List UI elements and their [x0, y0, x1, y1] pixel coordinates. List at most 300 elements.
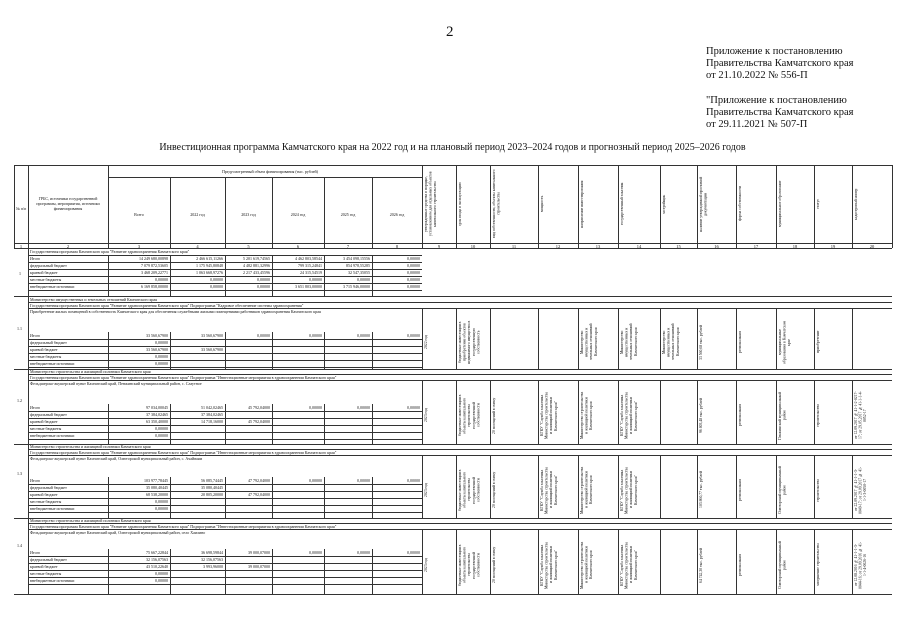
table-rule-v	[852, 455, 853, 518]
amount-cell: 2 466 615,11266	[196, 256, 223, 261]
row-label: федеральный бюджет	[30, 485, 67, 490]
program-num: 1	[19, 271, 21, 276]
table-rule-v	[490, 308, 491, 369]
table-rule-h	[108, 177, 422, 178]
amount-cell: 103 977,78445	[144, 478, 168, 483]
column-number: 14	[636, 244, 642, 249]
header-funding-col: 2023 год	[241, 212, 256, 217]
table-rule-v	[170, 549, 171, 594]
item-attribute: КГКУ "Служба заказчика Министерства строительства и жилищной политики Камчатского края"	[540, 391, 558, 440]
header-vertical-col: статус	[816, 198, 820, 210]
table-rule-v	[776, 380, 777, 444]
amount-cell: 0,00000	[357, 405, 370, 410]
amount-cell: 33 560,67900	[201, 333, 223, 338]
table-rule-v	[170, 332, 171, 369]
table-rule-v	[490, 165, 491, 248]
table-rule-v	[422, 455, 423, 518]
header-funding-col: Всего	[134, 212, 144, 217]
item-attribute: региональная	[738, 479, 742, 501]
item-attribute: Министерство строительства и жилищной политики Камчатского края	[580, 541, 594, 589]
table-rule-v	[490, 529, 491, 594]
table-rule-v	[776, 455, 777, 518]
item-attribute: Министерство имущественных и земельных отношений Камчатского края	[580, 323, 598, 361]
amount-cell: 2 217 433,45596	[243, 270, 270, 275]
table-rule-v	[170, 404, 171, 444]
item-num: 1.3	[17, 471, 22, 476]
amount-cell: 32 547,35055	[348, 270, 370, 275]
column-number: 4	[196, 244, 199, 249]
header-vertical-col: направление инвестирования	[580, 180, 584, 228]
amount-cell: 39 000,07000	[248, 550, 270, 555]
row-label: краевой бюджет	[30, 564, 58, 569]
row-label: местные бюджеты	[30, 354, 62, 359]
table-rule-v	[456, 455, 457, 518]
amount-cell: 0,00000	[407, 263, 420, 268]
column-number: 1	[19, 244, 23, 249]
amount-cell: 39 000,07000	[248, 564, 270, 569]
amount-cell: 0,00000	[257, 284, 270, 289]
table-rule-v	[538, 529, 539, 594]
item-attribute: от 12.08.2016 № 41-1-1-3-0044-16; от 29.09.2016 № 41-1-1-4-0026-16	[854, 541, 868, 589]
column-number: 8	[395, 244, 399, 249]
table-rule-v	[490, 455, 491, 518]
ministry-line: Министерство строительства и жилищной политики Камчатского края	[30, 444, 151, 449]
table-rule-v	[736, 380, 737, 444]
amount-cell: 51 042,02465	[201, 405, 223, 410]
table-rule-v	[28, 248, 29, 296]
row-label: краевой бюджет	[30, 270, 58, 275]
table-rule-v	[170, 477, 171, 518]
object-line: Приобретение жилых помещений в собственность Камчатского края для обеспечения служебными жилыми помещениями работников здравоохранения Камчатского края	[30, 309, 321, 314]
amount-cell: 3 454 098,15556	[343, 256, 370, 261]
table-rule-v	[736, 165, 737, 248]
row-label: внебюджетные источники	[30, 361, 75, 366]
amount-cell: 3 715 946,00000	[343, 284, 370, 289]
amount-cell: 33 560,67900	[201, 347, 223, 352]
table-rule-v	[892, 165, 893, 248]
table-rule-v	[372, 404, 373, 444]
item-attribute: 103 860,77 тыс. рублей	[699, 471, 703, 509]
amount-cell: 0,00000	[210, 284, 223, 289]
amount-cell: 0,00000	[155, 354, 168, 359]
row-label: местные бюджеты	[30, 426, 62, 431]
table-rule-v	[170, 255, 171, 296]
item-attribute: строительство	[816, 478, 820, 502]
table-rule-v	[538, 380, 539, 444]
approval-line: от 21.10.2022 № 556-П	[706, 70, 808, 81]
table-rule-v	[660, 380, 661, 444]
table-rule-v	[456, 308, 457, 369]
amount-cell: 1 175 945,80848	[196, 263, 223, 268]
item-attribute: от 12.09.2017 № 41-1-2-0217-17; от 29.05.2017 № 41-1-1-4-0052-17	[854, 391, 868, 440]
row-label: внебюджетные источники	[30, 578, 75, 583]
amount-cell: 75 667,22844	[146, 550, 168, 555]
table-rule-v	[272, 549, 273, 594]
table-rule-v	[108, 332, 109, 369]
row-label: местные бюджеты	[30, 277, 62, 282]
table-rule-v	[618, 165, 619, 248]
amount-cell: 0,00000	[407, 405, 420, 410]
column-number: 18	[792, 244, 798, 249]
amount-cell: 0,00000	[257, 333, 270, 338]
table-rule-v	[736, 308, 737, 369]
row-label: местные бюджеты	[30, 571, 62, 576]
item-attribute: региональная	[738, 404, 742, 427]
table-rule-v	[814, 455, 815, 518]
amount-cell: 45 792,04000	[248, 405, 270, 410]
table-rule-v	[272, 332, 273, 369]
item-attribute: 33 560,68 тыс. рублей	[699, 324, 703, 360]
column-number: 16	[714, 244, 719, 249]
amount-cell: 68 538,20000	[146, 492, 168, 497]
object-line: Фельдшерско-акушерский пункт Камчатский край, Олюторский муниципальный район, с. Ачайваям	[30, 456, 203, 461]
table-rule-v	[660, 308, 661, 369]
amount-cell: 0,00000	[155, 499, 168, 504]
row-label: Итого	[30, 550, 41, 555]
header-vertical-col: срок ввода в эксплуатацию	[458, 182, 462, 226]
approval-line: Правительства Камчатского края	[706, 107, 854, 118]
column-number: 3	[137, 244, 141, 249]
column-number: 13	[595, 244, 601, 249]
table-rule-v	[372, 477, 373, 518]
amount-cell: 5 201 619,74565	[243, 256, 270, 261]
amount-cell: 0,00000	[407, 256, 420, 261]
table-rule-v	[28, 297, 29, 369]
header-vertical-col: наличие утвержденной проектной документации	[699, 176, 708, 232]
approval-line: от 29.11.2021 № 507-П	[706, 119, 808, 130]
item-attribute: Министерство имущественных и земельных отношений Камчатского края	[620, 323, 638, 361]
table-rule-v	[422, 529, 423, 594]
item-attribute: 96 803,48 тыс. рублей	[699, 397, 703, 434]
table-rule-v	[324, 549, 325, 594]
amount-cell: 3 468 209,22771	[141, 270, 168, 275]
row-label: федеральный бюджет	[30, 412, 67, 417]
page-number: 2	[446, 24, 454, 40]
item-attribute: бюджетные инвестиции в объекты капитального строительства государственной собственности	[458, 469, 481, 511]
table-rule-v	[225, 332, 226, 369]
column-number: 10	[470, 244, 476, 249]
amount-cell: 0,00000	[357, 277, 370, 282]
item-attribute: 64 742,30 тыс. рублей	[699, 547, 703, 583]
ministry-line: Министерство строительства и жилищной политики Камчатского края	[30, 369, 151, 374]
header-funding-col: 2026 год	[389, 212, 405, 217]
item-attribute: региональная	[738, 331, 742, 353]
table-rule-v	[272, 255, 273, 296]
table-rule-v	[108, 404, 109, 444]
header-vertical-col: форма собственности	[738, 186, 742, 222]
table-rule-v	[852, 308, 853, 369]
table-rule-v	[776, 308, 777, 369]
table-rule-v	[578, 455, 579, 518]
amount-cell: 0,00000	[357, 478, 370, 483]
program-title: Государственная программа Камчатского края "Развитие здравоохранения Камчатского края"	[30, 249, 190, 254]
table-rule-v	[578, 308, 579, 369]
item-attribute: Министерство имущественных и земельных отношений Камчатского края	[662, 323, 680, 361]
amount-cell: 0,00000	[155, 578, 168, 583]
table-rule-v	[697, 308, 698, 369]
table-rule-v	[736, 455, 737, 518]
amount-cell: 24 315,54519	[300, 270, 322, 275]
amount-cell: 63 350,40000	[146, 419, 168, 424]
amount-cell: 0,00000	[155, 340, 168, 345]
header-vertical-col: кадастровый номер	[854, 188, 858, 220]
table-rule-v	[618, 308, 619, 369]
amount-cell: 0,00000	[357, 333, 370, 338]
table-rule-v	[324, 404, 325, 444]
table-rule-v	[618, 380, 619, 444]
table-rule-v	[538, 455, 539, 518]
column-number: 20	[869, 244, 875, 249]
item-attribute: бюджетные инвестиции в приобретение объектов недвижимого имущества в государственную собственность	[458, 320, 481, 364]
item-attribute: КГКУ "Служба заказчика Министерства строительства и жилищной политики Камчатского края"	[620, 391, 638, 440]
row-label: Итого	[30, 333, 41, 338]
table-rule-v	[618, 455, 619, 518]
row-label: краевой бюджет	[30, 492, 58, 497]
amount-cell: 35 080,40445	[146, 485, 168, 490]
item-attribute: КГКУ "Служба заказчика Министерства строительства и жилищной политики Камчатского края"	[540, 541, 558, 589]
amount-cell: 0,00000	[407, 270, 420, 275]
item-attribute: бюджетные инвестиции в объекты капитального строительства государственной собственности	[458, 544, 481, 586]
object-line: Фельдшерско-акушерский пункт Камчатский край, Пенжинский муниципальный район, с. Слаутное	[30, 381, 202, 386]
item-attribute: завершение строительства	[816, 543, 820, 587]
program-line: Государственная программа Камчатского края "Развитие здравоохранения Камчатского края" Подпрограмма "Кадровое обеспечение системы здравоохранения"	[30, 303, 304, 308]
table-rule-v	[814, 308, 815, 369]
table-rule-v	[108, 255, 109, 296]
column-number: 7	[346, 244, 350, 249]
amount-cell: 0,00000	[407, 550, 420, 555]
amount-cell: 33 560,67900	[146, 347, 168, 352]
amount-cell: 1 063 668,97276	[196, 270, 223, 275]
item-attribute: КГКУ "Служба заказчика Министерства строительства и жилищной политики Камчатского края"	[620, 541, 638, 589]
row-label: внебюджетные источники	[30, 433, 75, 438]
amount-cell: 0,00000	[155, 277, 168, 282]
table-rule-v	[108, 549, 109, 594]
amount-cell: 14 249 680,00898	[139, 256, 168, 261]
table-rule-v	[108, 165, 109, 248]
column-number: 2	[66, 244, 70, 249]
item-num: 1.1	[17, 326, 22, 331]
table-rule-v	[272, 477, 273, 518]
row-label: Итого	[30, 405, 41, 410]
row-label: Итого	[30, 478, 41, 483]
table-rule-v	[578, 165, 579, 248]
item-attribute: строительство	[816, 403, 820, 428]
table-rule-v	[372, 332, 373, 369]
item-attribute: Министерство строительства и жилищной политики Камчатского края	[580, 466, 594, 514]
amount-cell: 37 384,02465	[146, 412, 168, 417]
item-attribute: КГКУ "Служба заказчика Министерства строительства и жилищной политики Камчатского края"	[620, 466, 638, 514]
amount-cell: 854 978,55285	[346, 263, 370, 268]
item-attribute: Олюторский муниципальный район	[778, 541, 787, 589]
column-number: 17	[753, 244, 759, 249]
row-label: местные бюджеты	[30, 499, 62, 504]
amount-cell: 799 315,24841	[298, 263, 322, 268]
header-vertical-col: государственный заказчик	[620, 182, 624, 226]
table-rule-v	[422, 308, 423, 369]
amount-cell: 0,00000	[309, 478, 322, 483]
amount-cell: 0,00000	[407, 284, 420, 289]
amount-cell: 0,00000	[309, 550, 322, 555]
header-funding-col: 2025 год	[340, 212, 356, 217]
amount-cell: 0,00000	[309, 277, 322, 282]
amount-cell: 97 034,00045	[146, 405, 168, 410]
table-rule-v	[776, 165, 777, 248]
column-number: 9	[437, 244, 441, 249]
amount-cell: 6 169 858,00000	[141, 284, 168, 289]
table-rule-v	[852, 165, 853, 248]
table-rule-v	[225, 549, 226, 594]
header-funding-col: 2024 год	[290, 212, 306, 217]
item-attribute: 2023 год	[424, 558, 428, 572]
item-attribute: Пенжинский муниципальный район	[778, 391, 787, 440]
table-rule-v	[372, 549, 373, 594]
table-rule-v	[108, 477, 109, 518]
item-attribute: региональная	[738, 554, 742, 576]
table-rule-v	[776, 529, 777, 594]
document-title: Инвестиционная программа Камчатского края на 2022 год и на плановый период 2023–2024 годов и прогнозный период 2025–2026 годов	[159, 142, 746, 153]
amount-cell: 37 384,02465	[201, 412, 223, 417]
item-attribute: 20 посещений в смену	[492, 546, 496, 584]
header-vertical-col: вид собственности, объекты капитального строительства	[492, 169, 501, 239]
column-number: 12	[555, 244, 561, 249]
amount-cell: 36 698,59844	[201, 550, 223, 555]
table-rule-h	[14, 165, 892, 166]
table-rule-h	[14, 594, 892, 595]
header-funding-group: Предусмотренный объем финансирования (тыс. рублей)	[222, 169, 318, 174]
table-rule-v	[28, 369, 29, 444]
table-rule-v	[538, 165, 539, 248]
table-rule-v	[324, 332, 325, 369]
table-rule-v	[324, 255, 325, 296]
table-rule-v	[814, 380, 815, 444]
table-rule-v	[456, 380, 457, 444]
amount-cell: 47 792,04000	[248, 492, 270, 497]
table-rule-v	[697, 165, 698, 248]
table-rule-v	[456, 165, 457, 248]
column-number: 11	[511, 244, 517, 249]
table-rule-v	[14, 165, 15, 248]
table-rule-v	[578, 529, 579, 594]
program-line: Государственная программа Камчатского края "Развитие здравоохранения Камчатского края" Подпрограмма "Инвестиционные мероприятия в здравоохранении Камчатского края"	[30, 524, 337, 529]
ministry-line: Министерство имущественных и земельных отношений Камчатского края	[30, 297, 158, 302]
table-rule-v	[852, 529, 853, 594]
table-rule-v	[456, 529, 457, 594]
approval-line: Приложение к постановлению	[706, 46, 843, 57]
table-rule-v	[225, 255, 226, 296]
program-line: Государственная программа Камчатского края "Развитие здравоохранения Камчатского края" Подпрограмма "Инвестиционные мероприятия в здравоохранении Камчатского края"	[30, 450, 337, 455]
program-line: Государственная программа Камчатского края "Развитие здравоохранения Камчатского края" Подпрограмма "Инвестиционные мероприятия в здравоохранении Камчатского края"	[30, 375, 337, 380]
item-attribute: 2023 год	[424, 408, 428, 423]
amount-cell: 0,00000	[155, 361, 168, 366]
row-label: краевой бюджет	[30, 419, 58, 424]
amount-cell: 0,00000	[407, 333, 420, 338]
table-rule-v	[697, 380, 698, 444]
item-attribute: от 22.09.2017 № 41-1-1-3-0049-17; от 29.09.2017 № 41-1-1-3-0050-17	[854, 466, 868, 514]
table-rule-v	[324, 477, 325, 518]
amount-cell: 0,00000	[155, 506, 168, 511]
table-rule-v	[736, 529, 737, 594]
row-label: внебюджетные источники	[30, 506, 75, 511]
table-rule-v	[697, 455, 698, 518]
approval-line: "Приложение к постановлению	[706, 95, 847, 106]
column-number: 6	[296, 244, 300, 249]
amount-cell: 14 718,16000	[201, 419, 223, 424]
amount-cell: 4 482 881,32996	[243, 263, 270, 268]
table-rule-v	[814, 529, 815, 594]
amount-cell: 32 156,07563	[146, 557, 168, 562]
item-attribute: Министерство строительства и жилищной политики Камчатского края	[580, 391, 594, 440]
item-attribute: бюджетные инвестиции в объекты капитального строительства государственной собственности	[458, 394, 481, 437]
ministry-line: Министерство строительства и жилищной политики Камчатского края	[30, 518, 151, 523]
table-rule-v	[660, 455, 661, 518]
amount-cell: 4 462 803,58544	[295, 256, 322, 261]
item-attribute: 2023 год	[424, 483, 428, 497]
approval-line: Правительства Камчатского края	[706, 58, 854, 69]
amount-cell: 35 080,40445	[201, 485, 223, 490]
table-rule-v	[618, 529, 619, 594]
amount-cell: 0,00000	[407, 478, 420, 483]
table-rule-v	[490, 380, 491, 444]
table-rule-v	[28, 444, 29, 518]
header-vertical-col: мощность	[540, 195, 544, 213]
column-number: 19	[830, 244, 836, 249]
table-rule-v	[272, 404, 273, 444]
header-num: № п/п	[16, 206, 27, 211]
header-funding-col: 2022 год	[190, 212, 205, 217]
item-attribute: приобретение	[816, 330, 820, 354]
amount-cell: 32 156,07563	[201, 557, 223, 562]
table-rule-v	[225, 477, 226, 518]
row-label: федеральный бюджет	[30, 340, 67, 345]
table-rule-v	[578, 380, 579, 444]
row-label: федеральный бюджет	[30, 557, 67, 562]
table-rule-v	[697, 529, 698, 594]
column-number: 5	[247, 244, 250, 249]
column-number: 15	[676, 244, 681, 249]
amount-cell: 0,00000	[309, 333, 322, 338]
amount-cell: 0,00000	[257, 277, 270, 282]
amount-cell: 0,00000	[309, 405, 322, 410]
row-label: внебюджетные источники	[30, 284, 75, 289]
header-vertical-col: утвержденные средства в порядке, установленном для отдельных объектов капитального строительства	[424, 171, 438, 237]
table-rule-v	[660, 529, 661, 594]
item-num: 1.2	[17, 398, 22, 403]
table-rule-v	[538, 308, 539, 369]
table-rule-v	[422, 165, 423, 248]
object-line: Фельдшерско-акушерский пункт Камчатский край, Олюторский муниципальный район, село Хаилино	[30, 530, 206, 535]
amount-cell: 3 993,96000	[203, 564, 223, 569]
header-vertical-col: муниципальное образование	[778, 180, 782, 228]
item-attribute: Олюторский муниципальный район	[778, 466, 787, 514]
table-rule-v	[422, 380, 423, 444]
amount-cell: 0,00000	[407, 277, 420, 282]
amount-cell: 56 085,74445	[201, 478, 223, 483]
amount-cell: 0,00000	[155, 571, 168, 576]
item-num: 1.4	[17, 543, 22, 548]
item-attribute: 20 посещений в смену	[492, 471, 496, 509]
header-vertical-col: застройщик	[662, 194, 666, 214]
item-attribute: муниципальные образования в Камчатском крае	[778, 320, 792, 364]
amount-cell: 3 651 803,00000	[295, 284, 322, 289]
table-rule-v	[28, 165, 29, 248]
row-label: Итого	[30, 256, 41, 261]
amount-cell: 45 792,04000	[248, 419, 270, 424]
table-rule-v	[660, 165, 661, 248]
amount-cell: 0,00000	[210, 277, 223, 282]
item-attribute: КГКУ "Служба заказчика Министерства строительства и жилищной политики Камчатского края"	[540, 466, 558, 514]
table-rule-v	[225, 404, 226, 444]
amount-cell: 0,00000	[155, 426, 168, 431]
